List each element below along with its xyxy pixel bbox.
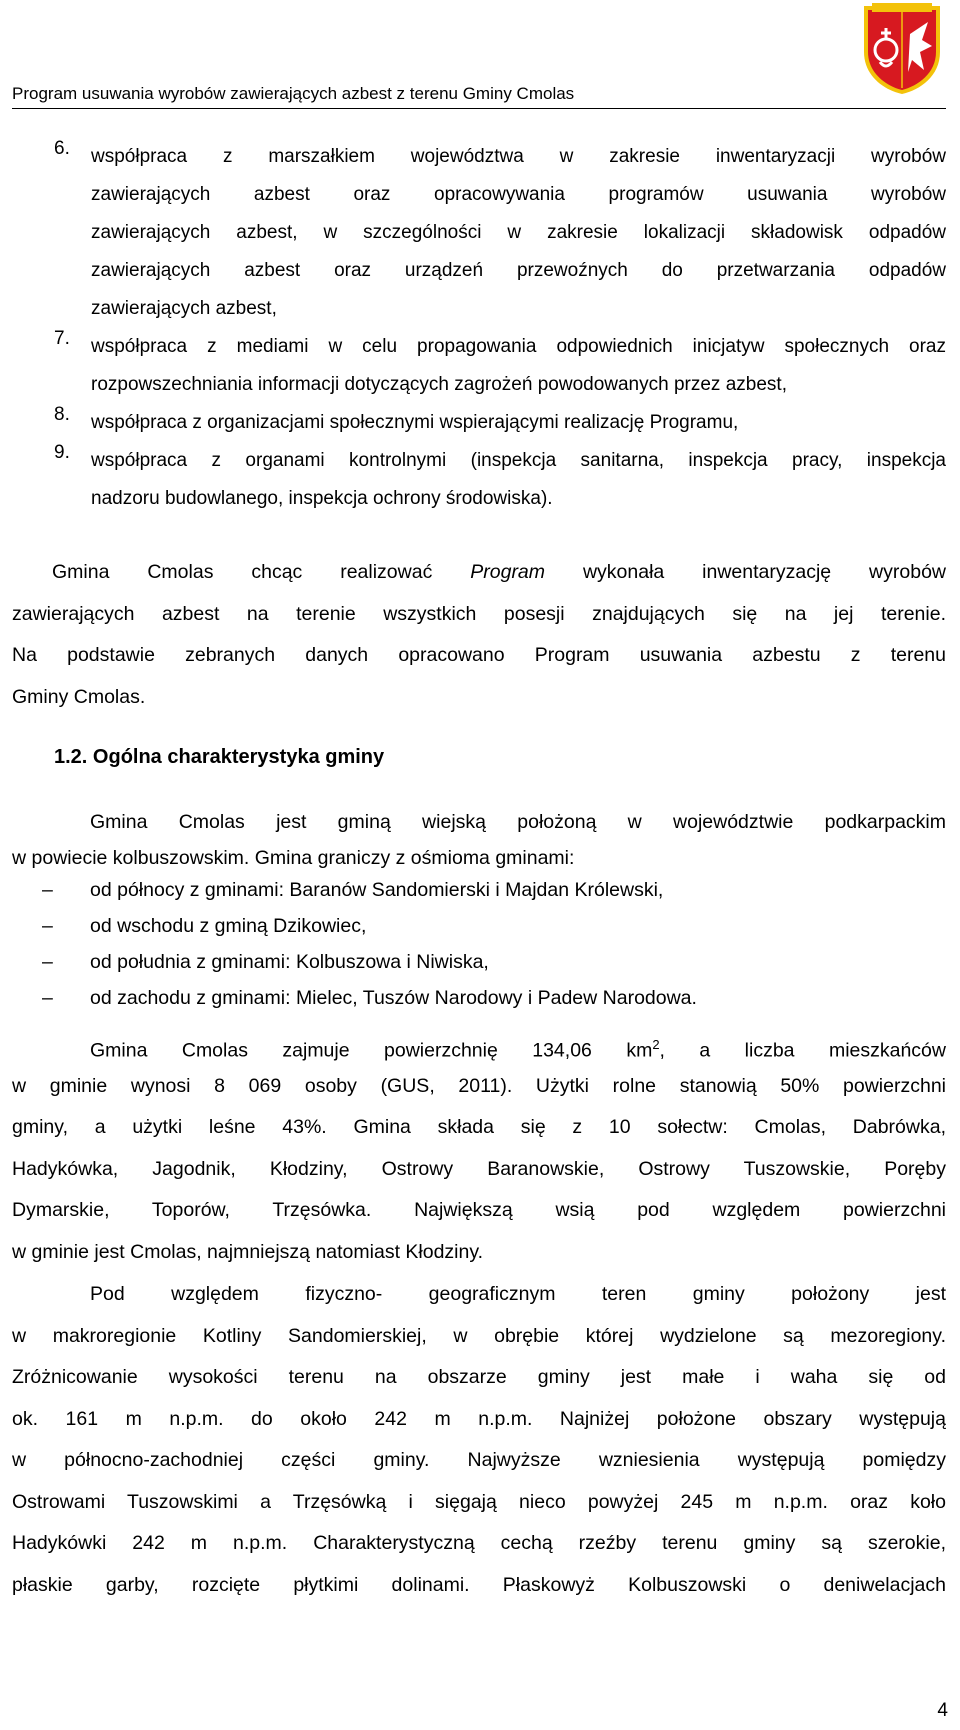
list-item (12, 328, 946, 404)
paragraph-line: Gmina Cmolas jest gminą wiejską położoną w województwie podkarpackim (90, 811, 946, 833)
paragraph-line: w powiecie kolbuszowskim. Gmina graniczy z ośmioma gminami: (12, 847, 575, 869)
section-heading: 1.2. Ogólna charakterystyka gminy (54, 746, 385, 768)
paragraph-line: gminy, a użytki leśne 43%. Gmina składa się z 10 sołectw: Cmolas, Dabrówka, (12, 1116, 946, 1138)
dash-bullet: – (42, 951, 53, 973)
duties-list (12, 138, 946, 518)
list-item (12, 442, 946, 518)
paragraph-line: Pod względem fizyczno- geograficznym teren gminy położony jest (90, 1283, 946, 1305)
list-item: – od zachodu z gminami: Mielec, Tuszów Narodowy i Padew Narodowa. (12, 980, 946, 1016)
paragraph-line: Gmina Cmolas chcąc realizować Program wykonała inwentaryzację wyrobów (52, 561, 946, 583)
list-item (12, 404, 946, 442)
paragraph-line: Hadykówka, Jagodnik, Kłodziny, Ostrowy Baranowskie, Ostrowy Tuszowskie, Poręby (12, 1157, 946, 1180)
list-number: 6. (54, 138, 70, 159)
paragraph-line: w gminie jest Cmolas, najmniejszą natomiast Kłodziny. (12, 1240, 484, 1263)
paragraph-line: Zróżnicowanie wysokości terenu na obszarze gminy jest małe i waha się od (12, 1366, 946, 1388)
paragraph-line: w północno-zachodniej części gminy. Najwyższe wzniesienia występują pomiędzy (12, 1449, 946, 1471)
list-line: zawierających azbest, (91, 298, 277, 319)
dash-bullet: – (42, 915, 53, 937)
list-item: – od południa z gminami: Kolbuszowa i Niwiska, (12, 944, 946, 980)
list-item (12, 138, 946, 328)
list-line: współpraca z organami kontrolnymi (inspekcja sanitarna, inspekcja pracy, inspekcja (91, 450, 946, 471)
neighbors-list (12, 872, 946, 1016)
list-line: współpraca z marszałkiem województwa w zakresie inwentaryzacji wyrobów (91, 146, 946, 167)
paragraph-location (12, 804, 946, 876)
list-line: zawierających azbest oraz opracowywania programów usuwania wyrobów (91, 184, 946, 205)
paragraph-line: w gminie wynosi 8 069 osoby (GUS, 2011). Użytki rolne stanowią 50% powierzchni (12, 1074, 946, 1097)
paragraph-line: Hadykówki 242 m n.p.m. Charakterystyczną cechą rzeźby terenu gminy są szerokie, (12, 1532, 946, 1554)
paragraph-line: Na podstawie zebranych danych opracowano Program usuwania azbestu z terenu (12, 644, 946, 666)
list-line: zawierających azbest, w szczególności w zakresie lokalizacji składowisk odpadów (91, 222, 946, 243)
paragraph-geography (12, 1274, 946, 1606)
running-header: Program usuwania wyrobów zawierających azbest z terenu Gminy Cmolas (12, 84, 575, 103)
paragraph-line: w makroregionie Kotliny Sandomierskiej, w obrębie której wydzielone są mezoregiony. (12, 1324, 946, 1347)
list-item: – od wschodu z gminą Dzikowiec, (12, 908, 946, 944)
dash-bullet: – (42, 987, 53, 1009)
header-rule (12, 108, 946, 109)
list-number: 7. (54, 328, 70, 349)
list-line: współpraca z mediami w celu propagowania odpowiednich inicjatyw społecznych oraz (91, 336, 946, 357)
list-line: nadzoru budowlanego, inspekcja ochrony środowiska). (91, 488, 553, 509)
paragraph-line: Ostrowami Tuszowskimi a Trzęsówką i sięgają nieco powyżej 245 m n.p.m. oraz koło (12, 1490, 946, 1513)
list-line: współpraca z organizacjami społecznymi wspierającymi realizację Programu, (91, 412, 739, 433)
page-number: 4 (937, 1700, 948, 1721)
paragraph-line: ok. 161 m n.p.m. do około 242 m n.p.m. Najniżej położone obszary występują (12, 1407, 946, 1430)
paragraph-line: Gmina Cmolas zajmuje powierzchnię 134,06 $km^2$, a liczba mieszkańców (90, 1037, 946, 1062)
dash-bullet: – (42, 879, 53, 901)
coat-of-arms-icon (858, 0, 946, 96)
list-item: – od północy z gminami: Baranów Sandomierski i Majdan Królewski, (12, 872, 946, 908)
list-number: 8. (54, 404, 70, 425)
list-line: rozpowszechniania informacji dotyczących zagrożeń powodowanych przez azbest, (91, 374, 787, 395)
paragraph-area (12, 1024, 946, 1273)
list-line: zawierających azbest oraz urządzeń przewoźnych do przetwarzania odpadów (91, 260, 946, 281)
paragraph-line: Dymarskie, Toporów, Trzęsówka. Największą wsią pod względem powierzchni (12, 1199, 946, 1221)
superscript: 2 (652, 1037, 660, 1052)
paragraph-line: Gminy Cmolas. (12, 685, 146, 708)
list-number: 9. (54, 442, 70, 463)
paragraph-inventory (12, 552, 946, 718)
program-emphasis: Program (470, 561, 546, 583)
paragraph-line: płaskie garby, rozcięte płytkimi dolinami. Płaskowyż Kolbuszowski o deniwelacjach (12, 1573, 946, 1596)
paragraph-line: zawierających azbest na terenie wszystkich posesji znajdujących się na jej terenie. (12, 602, 946, 625)
